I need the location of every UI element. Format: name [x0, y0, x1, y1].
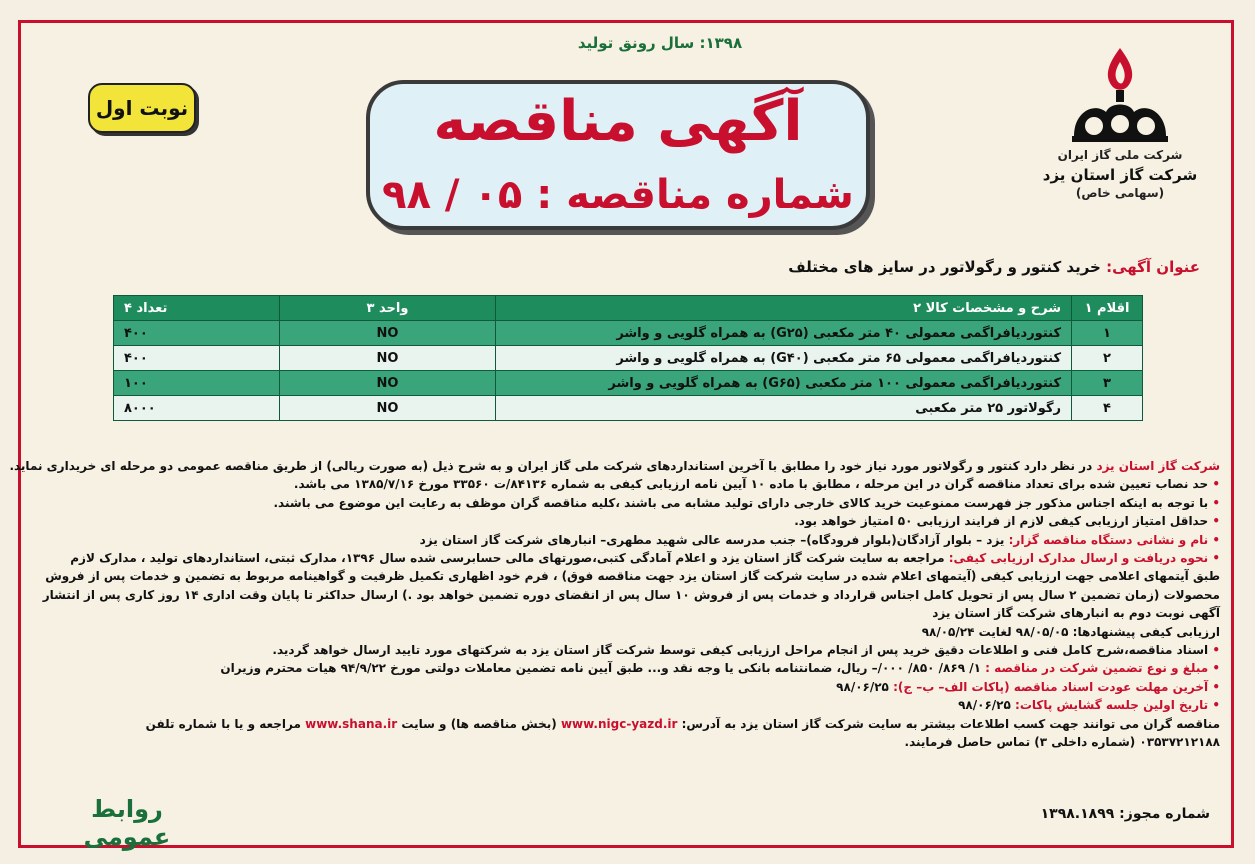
row-index: ۳: [1072, 371, 1143, 396]
bullet-docs: • نحوه دریافت و ارسال مدارک ارزیابی کیفی: مراجعه به سایت شرکت گاز استان یزد و اعلام آمادگی کتبی،صورتهای مالی حسابرسی شده سال ۱۳۹۶، مدارک ثبتی، استانداردهای تولید ، مدارک لازم: [70, 551, 1220, 566]
bullet-documents-text: اسناد مناقصه،شرح کامل فنی و اطلاعات دقیق خرید پس از انجام مراحل ارزیابی کیفی توسط شرکت گاز استان یزد به شرکتهای مورد تایید ارسال خواهد گردید.: [272, 643, 1209, 658]
address-label: نام و نشانی دستگاه مناقصه گزار:: [1008, 532, 1209, 547]
org-parent: شرکت ملی گاز ایران: [1057, 148, 1183, 162]
row-quantity: ۴۰۰: [114, 346, 280, 371]
docs-line-2: طبق آیتمهای اعلامی جهت ارزیابی کیفی (آیتمهای اعلام شده در سایت شرکت گاز استان یزد جهت مناقصه فوق) ، فرم خود اظهاری تکمیل ظرفیت و گواهینامه مربوط به تضمین و خدمات پس از فروش: [45, 569, 1220, 584]
docs-text: مراجعه به سایت شرکت گاز استان یزد و اعلام آمادگی کتبی،صورتهای مالی حسابرسی شده سال ۱۳۹۶، مدارک ثبتی، استانداردهای تولید ، مدارک لازم: [70, 551, 945, 566]
docs-label: نحوه دریافت و ارسال مدارک ارزیابی کیفی:: [948, 551, 1209, 566]
bullet-opening: • تاریخ اولین جلسه گشایش پاکات: ۹۸/۰۶/۲۵: [958, 698, 1220, 713]
bullet-min-score-text: حداقل امتیاز ارزیابی کیفی لازم از فرایند ارزیابی ۵۰ امتیاز خواهد بود.: [794, 514, 1209, 529]
intro-text: در نظر دارد کنتور و رگولاتور مورد نیاز خود را مطابق با آخرین استانداردهای شرکت ملی گاز ایران و به شرح ذیل (به صورت ریالی) از طریق مناقصه عمومی دو مرحله ای خریداری نماید.: [9, 459, 1093, 473]
table-header-row: [114, 296, 1143, 321]
deadline-label: آخرین مهلت عودت اسناد مناقصه (پاکات الف– ب– ج):: [893, 679, 1209, 694]
table-row: [114, 321, 1143, 346]
tender-number: شماره مناقصه : ۰۵ / ۹۸: [382, 172, 854, 218]
deadline-date: ۹۸/۰۶/۲۵: [836, 679, 889, 694]
opening-label: تاریخ اولین جلسه گشایش پاکات:: [1015, 698, 1209, 713]
bullet-deadline: • آخرین مهلت عودت اسناد مناقصه (پاکات الف– ب– ج): ۹۸/۰۶/۲۵: [836, 679, 1220, 694]
row-unit: NO: [280, 321, 496, 346]
notice-subject: [500, 258, 1200, 276]
permit-number: شماره مجوز: ۱۳۹۸.۱۸۹۹: [1040, 806, 1210, 822]
items-table: [113, 295, 1143, 421]
site-link-nigc[interactable]: www.nigc-yazd.ir: [560, 716, 678, 731]
bullet-min-score: • حداقل امتیاز ارزیابی کیفی لازم از فرایند ارزیابی ۵۰ امتیاز خواهد بود.: [794, 514, 1220, 529]
contact-text-c: مراجعه و یا با شماره تلفن: [145, 716, 301, 731]
bullet-quorum: • حد نصاب تعیین شده برای تعداد مناقصه گران در این مرحله ، مطابق با ماده ۱۰ آیین نامه ارزیابی کیفی به شماره ۸۴۱۳۶/ت ۳۳۵۶۰ مورخ ۱۳۸۵/۷/۱۶ می باشد.: [293, 477, 1220, 492]
intro-label: شرکت گاز استان یزد: [1096, 459, 1220, 473]
org-name: شرکت گاز استان یزد: [1042, 166, 1198, 184]
contact-line: [60, 715, 1220, 733]
header-unit: واحد ۳: [280, 296, 496, 321]
guarantee-text: ۱/ ۸۶۹/ ۸۵۰/ ۰۰۰/– ریال، ضمانتنامه بانکی یا وجه نقد و... طبق آیین نامه تضمین معاملات دولتی مورخ ۹۴/۹/۲۲ هیات محترم وزیران: [220, 661, 981, 676]
row-unit: NO: [280, 371, 496, 396]
gas-flame-logo-icon: [1060, 40, 1180, 150]
contact-text-b: (بخش مناقصه ها) و سایت: [401, 716, 557, 731]
header-description: شرح و مشخصات کالا ۲: [496, 296, 1072, 321]
row-unit: NO: [280, 346, 496, 371]
docs-line-4: آگهی نوبت دوم به انبارهای شرکت گاز استان یزد: [932, 606, 1220, 621]
row-description: رگولاتور ۲۵ متر مکعبی: [496, 396, 1072, 421]
public-relations: روابط عمومی: [83, 795, 171, 851]
row-quantity: ۸۰۰۰: [114, 396, 280, 421]
title-box: [366, 80, 870, 230]
header-items: اقلام ۱: [1072, 296, 1143, 321]
row-description: کنتوردیافراگمی معمولی ۴۰ متر مکعبی (G۲۵) به همراه گلویی و واشر: [496, 321, 1072, 346]
row-unit: NO: [280, 396, 496, 421]
contact-line-2: ۰۳۵۳۷۲۱۲۱۸۸ (شماره داخلی ۳) تماس حاصل فرمایند.: [904, 735, 1220, 750]
row-index: ۱: [1072, 321, 1143, 346]
row-index: ۴: [1072, 396, 1143, 421]
row-description: کنتوردیافراگمی معمولی ۱۰۰ متر مکعبی (G۶۵) به همراه گلویی و واشر: [496, 371, 1072, 396]
contact-text-a: مناقصه گران می توانند جهت کسب اطلاعات بیشتر به سایت شرکت گاز استان یزد به آدرس:: [681, 716, 1220, 731]
guarantee-label: مبلغ و نوع تضمین شرکت در مناقصه :: [985, 661, 1209, 676]
slogan: ۱۳۹۸: سال رونق تولید: [577, 34, 743, 52]
subject-value: خرید کنتور و رگولاتور در سایز های مختلف: [788, 258, 1101, 276]
address-text: یزد – بلوار آزادگان(بلوار فرودگاه)– جنب مدرسه عالی شهید مطهری– انبارهای شرکت گاز استان یزد: [419, 532, 1005, 547]
site-link-shana[interactable]: www.shana.ir: [305, 716, 398, 731]
table-row: [114, 346, 1143, 371]
docs-line-5: ارزیابی کیفی پیشنهادها: ۹۸/۰۵/۰۵ لغایت ۹۸/۰۵/۲۴: [921, 624, 1220, 639]
opening-date: ۹۸/۰۶/۲۵: [958, 698, 1011, 713]
bullet-address: • نام و نشانی دستگاه مناقصه گزار: یزد – بلوار آزادگان(بلوار فرودگاه)– جنب مدرسه عالی شهید مطهری– انبارهای شرکت گاز استان یزد: [419, 532, 1220, 547]
notice-title: آگهی مناقصه: [433, 89, 803, 154]
bullet-ban: • با توجه به اینکه اجناس مذکور جز فهرست ممنوعیت خرید کالای خارجی دارای تولید مشابه می باشند ،کلیه مناقصه گران موظف به رعایت این موضوع می باشند.: [273, 495, 1220, 510]
docs-line-3: محصولات (زمان تضمین ۲ سال پس از تحویل کامل اجناس قرارداد و خدمات پس از فروش ۱۰ سال پس از انقضای دوره تضمین خواهد بود .) ارسال حداکثر تا پایان وقت اداری ۱۴ روز کاری پس از انتشار: [42, 587, 1220, 602]
bullet-guarantee: • مبلغ و نوع تضمین شرکت در مناقصه : ۱/ ۸۶۹/ ۸۵۰/ ۰۰۰/– ریال، ضمانتنامه بانکی یا وجه نقد و... طبق آیین نامه تضمین معاملات دولتی مورخ ۹۴/۹/۲۲ هیات محترم وزیران: [220, 661, 1220, 676]
header-quantity: تعداد ۴: [114, 296, 280, 321]
table-row: [114, 371, 1143, 396]
row-description: کنتوردیافراگمی معمولی ۶۵ متر مکعبی (G۴۰) به همراه گلویی و واشر: [496, 346, 1072, 371]
bullet-quorum-text: حد نصاب تعیین شده برای تعداد مناقصه گران در این مرحله ، مطابق با ماده ۱۰ آیین نامه ارزیابی کیفی به شماره ۸۴۱۳۶/ت ۳۳۵۶۰ مورخ ۱۳۸۵/۷/۱۶ می باشد.: [293, 477, 1209, 492]
notice-body: [9, 457, 1220, 752]
row-quantity: ۴۰۰: [114, 321, 280, 346]
round-badge: نوبت اول: [88, 83, 196, 133]
intro-paragraph: [9, 457, 1220, 475]
table-row: [114, 396, 1143, 421]
org-type: (سهامی خاص): [1075, 186, 1165, 200]
row-quantity: ۱۰۰: [114, 371, 280, 396]
row-index: ۲: [1072, 346, 1143, 371]
bullet-ban-text: با توجه به اینکه اجناس مذکور جز فهرست ممنوعیت خرید کالای خارجی دارای تولید مشابه می باشند ،کلیه مناقصه گران موظف به رعایت این موضوع می باشند.: [273, 495, 1209, 510]
subject-label: عنوان آگهی:: [1106, 258, 1200, 276]
bullet-documents: • اسناد مناقصه،شرح کامل فنی و اطلاعات دقیق خرید پس از انجام مراحل ارزیابی کیفی توسط شرکت گاز استان یزد به شرکتهای مورد تایید ارسال خواهد گردید.: [272, 643, 1220, 658]
